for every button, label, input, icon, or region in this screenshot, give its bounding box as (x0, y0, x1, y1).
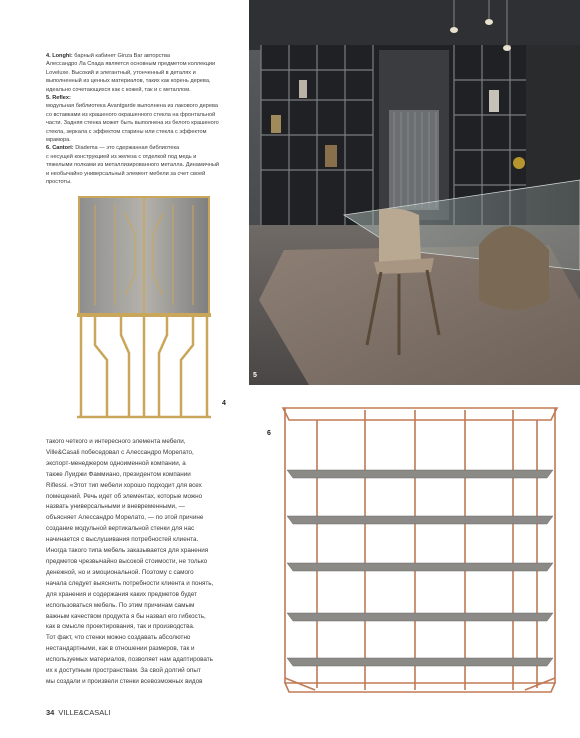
body-line: Тот факт, что стенки можно создавать абсолютно (46, 634, 191, 642)
body-line: для хранения и содержания каких предметов будет (46, 590, 197, 598)
magazine-name: VILLE&CASALI (58, 708, 111, 717)
body-line: объясняет Алессандро Морелато, — по этой причине (46, 514, 204, 522)
body-line: Иногда такого типа мебель заказывается для хранения (46, 547, 209, 555)
body-line: назвать универсальными и вневременными, — (46, 503, 185, 511)
caption-text: стекла, зеркала с эффектом старины или стекла с эффектом (46, 128, 207, 135)
caption-line (46, 128, 242, 136)
caption-brand: 5. Reflex: (46, 95, 71, 102)
body-line: важным качеством продукта я бы назвал его гибкость, (46, 612, 206, 620)
body-line: предметов чрезвычайно высокой стоимости, не только (46, 557, 208, 565)
caption-text: выполненный из ценных материалов, таких как корень дерева, (46, 78, 211, 85)
body-line: Riflessi. «Этот тип мебели хорошо подходит для всех (46, 481, 202, 489)
caption-text: Loveluxe. Высокий и элегантный, утонченный в деталях и (46, 69, 196, 76)
body-line: Ville&Casali побеседовал с Алессандро Морелато, (46, 448, 194, 456)
caption-text: и необычайно универсальный элемент мебели за счет своей (46, 170, 206, 177)
caption-text: модульная библиотека Avantgarde выполнена из лакового дерева (46, 103, 218, 110)
caption-line (46, 136, 242, 144)
body-line: помещений. Речь идет об элементах, которые можно (46, 492, 203, 500)
photo-reflex-room (249, 0, 580, 385)
caption-line (46, 52, 242, 60)
caption-line (46, 153, 242, 161)
body-line: нестандартными, как в отношении размеров, так и (46, 645, 195, 653)
caption-block (46, 52, 242, 187)
figure-number-6: 6 (267, 430, 271, 437)
caption-line (46, 170, 242, 178)
body-line: мы создали и произвели стенки всевозможных видов (46, 677, 203, 685)
caption-line (46, 69, 242, 77)
page-number: 34 (46, 708, 55, 717)
caption-text: с несущей конструкцией из железа с отделкой под медь и (46, 153, 197, 160)
illustration-diadema-bookcase (267, 398, 565, 698)
illustration-ginza-bar-cabinet (65, 195, 225, 425)
caption-text: Алессандро Ла Спада является основным предметом коллекции (46, 61, 216, 68)
body-line: такого четкого и интересного элемента мебели, (46, 438, 186, 445)
caption-text: части. Задняя стенка может быть выполнена из белого крашеного (46, 120, 219, 127)
caption-line (46, 144, 242, 152)
body-line: начинается с выслушивания потребностей клиента. (46, 536, 199, 544)
body-line: начала следует выяснить потребности клиента и понять, (46, 579, 214, 587)
page-footer (46, 708, 110, 717)
body-line: создание модульной вертикальной стенки для нас (46, 525, 195, 533)
body-line: их к доступным пространствам. За свой долгий опыт (46, 667, 201, 675)
body-line: экспорт-менеджером одноименной компании, а (46, 459, 186, 467)
caption-line (46, 102, 242, 110)
caption-text: тяжелыми полками из металлизированного металла. Динамичный (46, 162, 219, 169)
body-line: денежной, но и эмоциональной. Поэтому с самого (46, 568, 194, 576)
body-line: как в смысле проектирования, так и производства. (46, 623, 195, 631)
caption-line (46, 161, 242, 169)
caption-line (46, 77, 242, 85)
caption-text: Diadema — это сдержанная библиотека (73, 145, 180, 152)
caption-text: мрамора. (46, 137, 71, 144)
caption-text: со вставками из крашеного окрашенного стекла на фронтальной (46, 111, 216, 118)
caption-brand: 6. Cantori: (46, 145, 74, 152)
caption-line (46, 60, 242, 68)
caption-line (46, 178, 242, 186)
caption-line (46, 94, 242, 102)
body-line: использоваться мебель. По этим причинам самым (46, 601, 195, 609)
body-line: используемых материалов, позволяет нам адаптировать (46, 656, 213, 664)
caption-line (46, 86, 242, 94)
figure-number-4: 4 (222, 400, 226, 407)
caption-text: барный кабинет Ginza Bar авторства (72, 53, 170, 59)
caption-line (46, 119, 242, 127)
caption-brand: 4. Longhi: (46, 53, 73, 59)
caption-text: простоты. (46, 179, 72, 186)
caption-line (46, 111, 242, 119)
body-line: также Луиджи Фаммиано, президентом компании (46, 470, 191, 478)
figure-number-5: 5 (253, 372, 257, 379)
caption-text: идеально сочетающихся как с кожей, так и с металлом. (46, 86, 191, 93)
article-body (46, 437, 242, 688)
